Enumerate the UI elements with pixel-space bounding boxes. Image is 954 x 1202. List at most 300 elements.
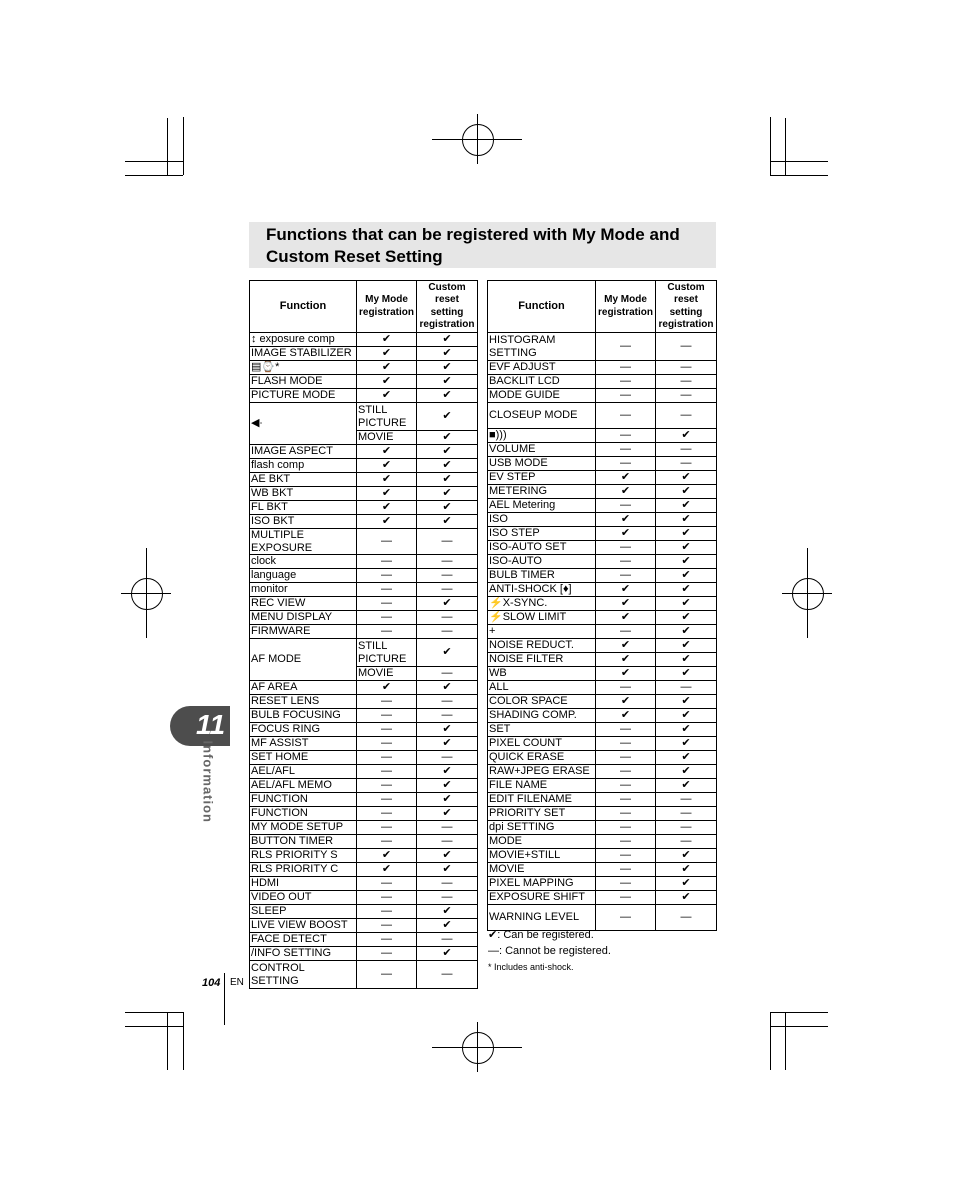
table-cell: EVF ADJUST [488,361,596,375]
row-label: MENU DISPLAY [250,611,357,625]
row-label: FIRMWARE [250,625,357,639]
table-cell: ✔ [656,779,717,793]
header-function: Function [250,281,357,333]
table-row [250,723,478,737]
table-cell: ✔ [656,555,717,569]
table-row [488,793,717,807]
table-row [488,471,717,485]
table-cell: — [596,625,656,639]
table-cell: — [656,835,717,849]
table-row [488,499,717,513]
row-label: FOCUS RING [250,723,357,737]
header-mymode: My Mode registration [596,281,656,333]
table-cell: — [417,569,478,583]
table-cell: WB [488,667,596,681]
table-cell: — [357,779,417,793]
table-row [250,389,478,403]
table-cell: ✔ [417,849,478,863]
row-label: flash comp [250,459,357,473]
table-cell: — [596,333,656,361]
row-label: IMAGE ASPECT [250,445,357,459]
crop-mark [785,1012,786,1070]
crop-mark [183,117,184,175]
table-cell: — [357,723,417,737]
table-cell: — [656,457,717,471]
table-cell: QUICK ERASE [488,751,596,765]
registration-line [477,1022,478,1072]
table-cell: — [596,723,656,737]
row-label: monitor [250,583,357,597]
table-row [250,445,478,459]
row-label: FUNCTION [250,793,357,807]
table-cell: — [357,807,417,821]
table-cell: ✔ [417,361,478,375]
table-row [250,347,478,361]
table-cell: ✔ [417,919,478,933]
row-label: REC VIEW [250,597,357,611]
table-cell: — [357,611,417,625]
table-cell: — [596,793,656,807]
table-cell: ✔ [656,849,717,863]
table-cell: ✔ [357,487,417,501]
crop-mark [125,175,183,176]
table-cell: WARNING LEVEL [488,905,596,931]
table-row [488,807,717,821]
table-cell: ✔ [357,501,417,515]
header-custom: Custom reset setting registration [417,281,478,333]
table-row [250,403,478,431]
row-label: AE BKT [250,473,357,487]
table-header-row [488,281,717,333]
table-cell: — [596,905,656,931]
table-row [250,751,478,765]
table-row [488,375,717,389]
table-row [488,779,717,793]
table-cell: — [596,361,656,375]
table-row [250,695,478,709]
table-cell: ✔ [417,431,478,445]
table-row [488,361,717,375]
table-cell: ✔ [596,639,656,653]
table-cell: — [357,751,417,765]
table-cell: — [417,555,478,569]
table-cell: CLOSEUP MODE [488,403,596,429]
table-cell: — [656,375,717,389]
table-cell: ✔ [357,849,417,863]
table-cell: — [417,835,478,849]
table-cell: ✔ [656,891,717,905]
table-cell: ✔ [596,611,656,625]
table-row [250,501,478,515]
table-cell: — [357,835,417,849]
table-cell: ✔ [656,653,717,667]
table-cell: EXPOSURE SHIFT [488,891,596,905]
table-row [250,569,478,583]
row-label: MY MODE SETUP [250,821,357,835]
table-row [250,681,478,695]
table-cell: ✔ [417,501,478,515]
table-cell: BULB TIMER [488,569,596,583]
table-row [488,765,717,779]
table-cell: ✔ [596,583,656,597]
table-cell: ISO [488,513,596,527]
table-row [250,905,478,919]
page-divider [224,973,225,1025]
row-label: MULTIPLE EXPOSURE [250,529,357,555]
table-cell: ✔ [357,515,417,529]
table-cell: — [596,403,656,429]
table-cell: — [417,961,478,989]
table-cell: ✔ [656,625,717,639]
table-cell: ✔ [656,569,717,583]
table-cell: ✔ [417,793,478,807]
table-cell: — [656,403,717,429]
table-row [250,529,478,555]
row-label: RLS PRIORITY C [250,863,357,877]
table-cell: — [656,681,717,695]
table-row [488,597,717,611]
table-row [250,779,478,793]
table-cell: PIXEL COUNT [488,737,596,751]
table-cell: — [417,933,478,947]
registration-mark [792,578,824,610]
row-label: AEL/AFL MEMO [250,779,357,793]
table-cell: ✔ [656,877,717,891]
table-cell: ISO-AUTO [488,555,596,569]
table-cell: — [596,569,656,583]
crop-mark [167,1012,168,1070]
table-cell: ✔ [357,445,417,459]
table-row [488,333,717,361]
table-cell: ✔ [656,639,717,653]
table-cell: — [357,765,417,779]
table-row [488,541,717,555]
crop-mark [770,161,828,162]
table-cell: — [596,443,656,457]
crop-mark [770,117,771,175]
table-cell: ✔ [417,473,478,487]
table-cell: MODE GUIDE [488,389,596,403]
table-row [488,569,717,583]
table-cell: — [417,583,478,597]
table-cell: ✔ [656,583,717,597]
table-cell: — [596,821,656,835]
table-row [488,611,717,625]
legend-can: ✔: Can be registered. [488,929,594,941]
table-cell: — [656,821,717,835]
table-row [488,849,717,863]
table-cell: — [596,849,656,863]
table-cell: ✔ [417,403,478,431]
table-cell: ISO STEP [488,527,596,541]
row-label: clock [250,555,357,569]
table-cell: — [656,905,717,931]
table-cell: ✔ [417,445,478,459]
table-cell: — [656,793,717,807]
table-cell: — [596,375,656,389]
table-row [250,863,478,877]
right-function-table [487,280,717,931]
header-function: Function [488,281,596,333]
table-cell: — [417,877,478,891]
table-row [488,709,717,723]
table-cell: ✔ [417,639,478,667]
table-row [250,737,478,751]
table-cell: ✔ [417,779,478,793]
table-row [488,485,717,499]
table-row [250,639,478,667]
table-cell: ✔ [656,709,717,723]
table-cell: ✔ [417,333,478,347]
row-label: RESET LENS [250,695,357,709]
row-label: language [250,569,357,583]
table-row [250,473,478,487]
table-row [250,849,478,863]
table-cell: USB MODE [488,457,596,471]
table-cell: — [596,737,656,751]
row-label: MOVIE [357,667,417,681]
page-number: 104 [202,977,221,989]
table-cell: ✔ [417,765,478,779]
registration-mark [131,578,163,610]
table-row [488,625,717,639]
row-label: FUNCTION [250,807,357,821]
table-cell: dpi SETTING [488,821,596,835]
table-cell: MODE [488,835,596,849]
table-cell: ✔ [656,485,717,499]
row-label: SET HOME [250,751,357,765]
crop-mark [770,1012,828,1013]
table-cell: ✔ [656,597,717,611]
page-language: EN [230,977,244,988]
table-row [250,807,478,821]
table-row [488,681,717,695]
table-cell: ✔ [656,611,717,625]
crop-mark [770,1012,771,1070]
table-row [250,611,478,625]
table-cell: — [357,695,417,709]
legend-cannot: —: Cannot be registered. [488,945,611,957]
table-row [488,737,717,751]
row-label: ↕ exposure comp [250,333,357,347]
table-cell: ✔ [656,499,717,513]
table-cell: — [596,765,656,779]
table-cell: ISO-AUTO SET [488,541,596,555]
table-row [488,723,717,737]
table-row [250,765,478,779]
table-cell: ✔ [656,667,717,681]
table-row [488,821,717,835]
table-row [250,891,478,905]
left-function-table [249,280,478,989]
table-cell: METERING [488,485,596,499]
table-cell: ✔ [596,471,656,485]
table-cell: MOVIE [488,863,596,877]
table-cell: — [656,807,717,821]
table-row [250,375,478,389]
table-cell: FILE NAME [488,779,596,793]
page-title: Functions that can be registered with My Mode and Custom Reset Setting [266,225,680,266]
table-cell: — [357,891,417,905]
table-cell: ✔ [596,667,656,681]
table-cell: — [656,361,717,375]
table-cell: ⚡X-SYNC. [488,597,596,611]
table-row [488,751,717,765]
table-cell: ✔ [417,389,478,403]
table-cell: — [596,751,656,765]
table-cell: COLOR SPACE [488,695,596,709]
table-cell: RAW+JPEG ERASE [488,765,596,779]
row-label: MF ASSIST [250,737,357,751]
crop-mark [125,161,183,162]
chapter-label: Information [200,740,216,823]
table-cell: — [596,807,656,821]
row-label: IMAGE STABILIZER [250,347,357,361]
table-cell: ALL [488,681,596,695]
table-row [250,933,478,947]
table-row [250,487,478,501]
table-cell: — [596,555,656,569]
table-row [250,333,478,347]
table-row [488,457,717,471]
table-cell: ✔ [656,429,717,443]
crop-mark [183,1012,184,1070]
table-cell: — [357,529,417,555]
row-label: HDMI [250,877,357,891]
table-row [250,555,478,569]
table-cell: — [656,443,717,457]
table-cell: — [417,611,478,625]
table-cell: — [357,793,417,807]
table-cell: — [357,933,417,947]
table-cell: — [417,529,478,555]
table-cell: VOLUME [488,443,596,457]
table-cell: — [417,891,478,905]
table-cell: HISTOGRAM SETTING [488,333,596,361]
table-row [250,877,478,891]
table-cell: — [357,905,417,919]
table-cell: — [417,821,478,835]
table-cell: ✔ [596,709,656,723]
table-cell: ✔ [596,695,656,709]
table-row [250,961,478,989]
table-cell: ✔ [656,541,717,555]
group-label: AF MODE [250,639,357,681]
table-cell: NOISE FILTER [488,653,596,667]
table-row [488,429,717,443]
table-row [250,919,478,933]
table-cell: ✔ [596,527,656,541]
table-cell: ✔ [596,513,656,527]
table-row [250,709,478,723]
table-cell: — [596,891,656,905]
table-cell: ANTI-SHOCK [♦] [488,583,596,597]
table-cell: — [357,919,417,933]
table-cell: ✔ [417,597,478,611]
table-cell: — [417,625,478,639]
table-row [488,639,717,653]
table-cell: — [596,863,656,877]
table-cell: ✔ [417,487,478,501]
table-cell: — [596,681,656,695]
table-row [250,793,478,807]
table-cell: ✔ [656,513,717,527]
table-row [250,947,478,961]
table-cell: NOISE REDUCT. [488,639,596,653]
table-cell: ✔ [656,723,717,737]
table-cell: ✔ [417,459,478,473]
table-cell: ✔ [357,681,417,695]
table-row [250,361,478,375]
table-row [488,583,717,597]
table-cell: — [596,457,656,471]
table-cell: — [357,709,417,723]
table-cell: — [596,389,656,403]
table-cell: — [417,667,478,681]
table-cell: ✔ [596,653,656,667]
table-cell: — [596,429,656,443]
table-cell: ✔ [417,947,478,961]
table-row [488,863,717,877]
row-label: WB BKT [250,487,357,501]
group-label: ◀∙ [250,403,357,445]
row-label: AF AREA [250,681,357,695]
table-row [250,459,478,473]
table-row [250,597,478,611]
table-cell: — [357,961,417,989]
table-row [488,835,717,849]
table-row [250,821,478,835]
row-label: BULB FOCUSING [250,709,357,723]
table-cell: PRIORITY SET [488,807,596,821]
registration-line [782,593,832,594]
legend-note: * Includes anti-shock. [488,962,574,972]
table-cell: BACKLIT LCD [488,375,596,389]
table-cell: ✔ [357,863,417,877]
table-cell: EV STEP [488,471,596,485]
table-cell: ✔ [417,375,478,389]
table-cell: ✔ [357,473,417,487]
table-row [488,667,717,681]
table-cell: ✔ [417,863,478,877]
table-cell: ✔ [596,597,656,611]
table-cell: ✔ [357,389,417,403]
table-cell: ■))) [488,429,596,443]
table-row [488,527,717,541]
table-cell: — [357,821,417,835]
table-cell: — [417,709,478,723]
table-row [488,905,717,931]
table-cell: ✔ [417,737,478,751]
table-cell: ✔ [417,681,478,695]
table-row [488,443,717,457]
title-banner [249,222,716,268]
row-label: ▤⌚* [250,361,357,375]
table-cell: — [656,389,717,403]
table-row [488,653,717,667]
table-cell: — [357,737,417,751]
table-cell: ✔ [656,751,717,765]
header-custom: Custom reset setting registration [656,281,717,333]
table-cell: + [488,625,596,639]
table-cell: ✔ [596,485,656,499]
table-cell: — [357,597,417,611]
crop-mark [770,1026,828,1027]
row-label: ISO BKT [250,515,357,529]
crop-mark [125,1012,183,1013]
table-row [250,625,478,639]
table-cell: ✔ [417,515,478,529]
